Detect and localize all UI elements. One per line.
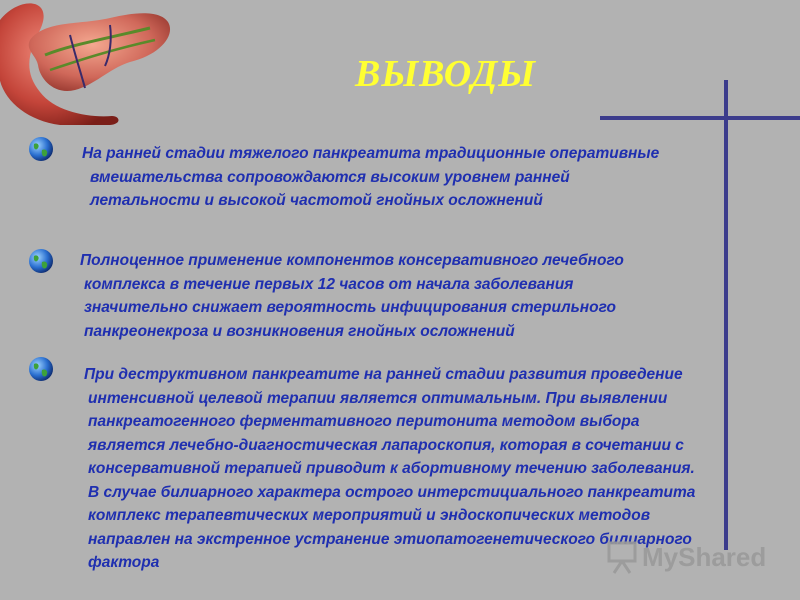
decorative-vertical-line [724,80,728,550]
paragraph-line: Полноценное применение компонентов консервативного лечебного [80,252,624,269]
presentation-board-icon [606,540,640,574]
paragraph-line: интенсивной целевой терапии является оптимальным. При выявлении [88,389,668,407]
paragraph-line: комплекса в течение первых 12 часов от начала заболевания [84,275,574,293]
paragraph-line: значительно снижает вероятность инфицирования стерильного [84,299,616,316]
globe-icon [28,356,54,382]
slide-title: ВЫВОДЫ [355,53,537,95]
decorative-horizontal-line [600,116,800,120]
watermark-text: MyShared [642,542,767,572]
paragraph-line: летальности и высокой частотой гнойных осложнений [90,192,543,209]
globe-icon [28,248,54,274]
paragraph-line: комплекс терапевтических мероприятий и эндоскопических методов [88,507,651,524]
paragraph-line: консервативной терапией приводит к абортивному течению заболевания. [88,460,695,477]
paragraph-line: фактора [88,554,160,571]
paragraph-line: панкреонекроза и возникновения гнойных осложнений [84,322,515,340]
conclusion-paragraph-1 [82,142,659,213]
paragraph-line: панкреатогенного ферментативного перитонита методом выбора [88,413,640,430]
globe-icon [28,136,54,162]
conclusion-paragraph-2 [80,249,624,343]
paragraph-line: В случае билиарного характера острого интерстициального панкреатита [88,483,696,501]
paragraph-line: направлен на экстренное устранение этиопатогенетического билиарного [88,530,692,548]
paragraph-line: является лечебно-диагностическая лапароскопия, которая в сочетании с [88,436,684,454]
pancreas-illustration [0,0,175,125]
paragraph-line: При деструктивном панкреатите на ранней стадии развития проведение [84,366,683,383]
watermark [606,540,766,574]
paragraph-line: На ранней стадии тяжелого панкреатита традиционные оперативные [82,145,660,162]
conclusion-paragraph-3 [84,363,695,575]
paragraph-line: вмешательства сопровождаются высоким уровнем ранней [90,168,570,186]
